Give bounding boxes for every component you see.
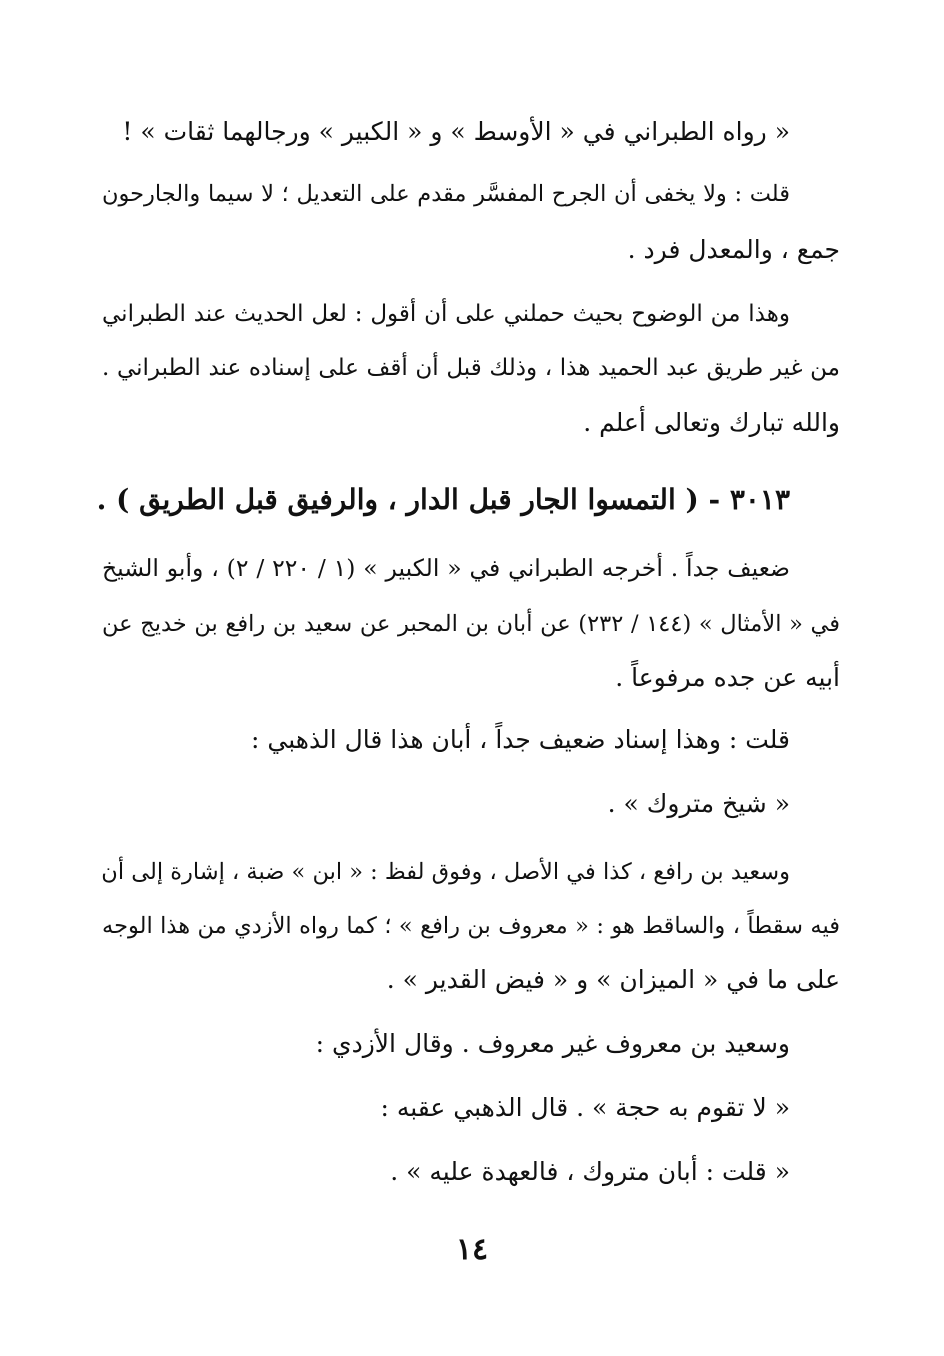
quote-line: « قلت : أبان متروك ، فالعهدة عليه » . — [390, 1157, 790, 1186]
body-line: على ما في « الميزان » و « فيض القدير » . — [386, 965, 840, 994]
hadith-heading: ٣٠١٣ - ( التمسوا الجار قبل الدار ، والرفيق قبل الطريق ) . — [96, 483, 790, 516]
body-line: وسعيد بن رافع ، كذا في الأصل ، وفوق لفظ : « ابن » ضبة ، إشارة إلى أن — [101, 859, 790, 885]
quote-line: « لا تقوم به حجة » . قال الذهبي عقبه : — [380, 1093, 790, 1122]
body-line: من غير طريق عبد الحميد هذا ، وذلك قبل أن أقف على إسناده عند الطبراني . — [102, 355, 840, 381]
body-line: قلت : وهذا إسناد ضعيف جداً ، أبان هذا قال الذهبي : — [251, 725, 790, 754]
body-line: وهذا من الوضوح بحيث حملني على أن أقول : لعل الحديث عند الطبراني — [102, 301, 790, 327]
body-line: جمع ، والمعدل فرد . — [627, 235, 840, 264]
body-line: ضعيف جداً . أخرجه الطبراني في « الكبير » (١ / ٢٢٠ / ٢) ، وأبو الشيخ — [102, 554, 791, 582]
body-line: قلت : ولا يخفى أن الجرح المفسَّر مقدم على التعديل ؛ لا سيما والجارحون — [102, 181, 790, 207]
body-line: فيه سقطاً ، والساقط هو : « معروف بن رافع » ؛ كما رواه الأزدي من هذا الوجه — [102, 913, 840, 939]
page-number: ١٤ — [455, 1232, 489, 1267]
body-line: أبيه عن جده مرفوعاً . — [615, 663, 840, 692]
body-line: والله تبارك وتعالى أعلم . — [583, 408, 840, 437]
quote-line: « رواه الطبراني في « الأوسط » و « الكبير » ورجالهما ثقات » ! — [122, 117, 790, 146]
body-line: وسعيد بن معروف غير معروف . وقال الأزدي : — [315, 1029, 790, 1058]
quote-line: « شيخ متروك » . — [607, 789, 790, 818]
body-line: في « الأمثال » (١٤٤ / ٢٣٢) عن أبان بن المحبر عن سعيد بن رافع بن خديج عن — [102, 611, 840, 637]
